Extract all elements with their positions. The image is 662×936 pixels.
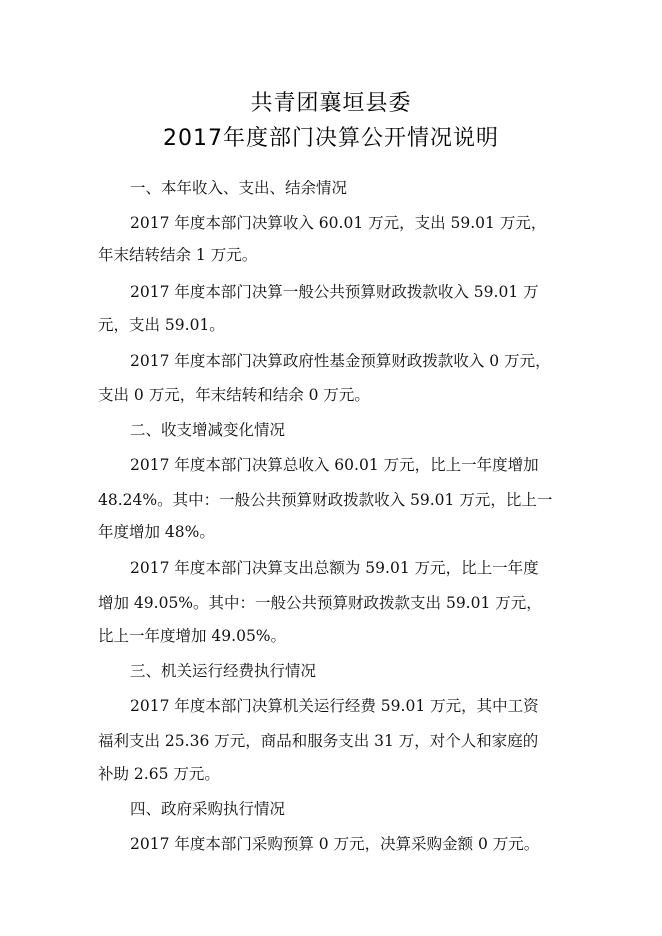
paragraph-line: 2017 年度本部门决算收入 60.01 万元，支出 59.01 万元， (130, 214, 547, 232)
document-title-org: 共青团襄垣县委 (250, 91, 412, 116)
paragraph-line: 2017 年度本部门决算支出总额为 59.01 万元，比上一年度 (130, 559, 539, 577)
paragraph-line: 比上一年度增加 49.05%。 (98, 627, 287, 645)
paragraph-line: 元，支出 59.01。 (98, 316, 225, 334)
paragraph-line: 年末结转结余 1 万元。 (98, 246, 258, 264)
paragraph-line: 年度增加 48%。 (98, 523, 215, 541)
paragraph-line: 2017 年度本部门采购预算 0 万元，决算采购金额 0 万元。 (130, 835, 540, 853)
paragraph-line: 增加 49.05%。其中：一般公共预算财政拨款支出 59.01 万元， (98, 594, 542, 612)
paragraph-line: 48.24%。其中：一般公共预算财政拨款收入 59.01 万元，比上一 (98, 491, 553, 509)
paragraph-line: 2017 年度本部门决算政府性基金预算财政拨款收入 0 万元， (130, 352, 551, 370)
section-heading-1: 一、本年收入、支出、结余情况 (130, 179, 348, 197)
paragraph-line: 福利支出 25.36 万元，商品和服务支出 31 万，对个人和家庭的 (98, 732, 539, 750)
paragraph-line: 补助 2.65 万元。 (98, 765, 220, 783)
section-heading-2: 二、收支增减变化情况 (130, 421, 286, 439)
section-heading-4: 四、政府采购执行情况 (130, 800, 286, 818)
paragraph-line: 支出 0 万元，年末结转和结余 0 万元。 (98, 386, 370, 404)
paragraph-line: 2017 年度本部门决算机关运行经费 59.01 万元，其中工资 (130, 697, 539, 715)
section-heading-3: 三、机关运行经费执行情况 (130, 662, 317, 680)
document-title-main: 2017年度部门决算公开情况说明 (163, 126, 499, 151)
paragraph-line: 2017 年度本部门决算总收入 60.01 万元，比上一年度增加 (130, 456, 539, 474)
paragraph-line: 2017 年度本部门决算一般公共预算财政拨款收入 59.01 万 (130, 283, 539, 301)
